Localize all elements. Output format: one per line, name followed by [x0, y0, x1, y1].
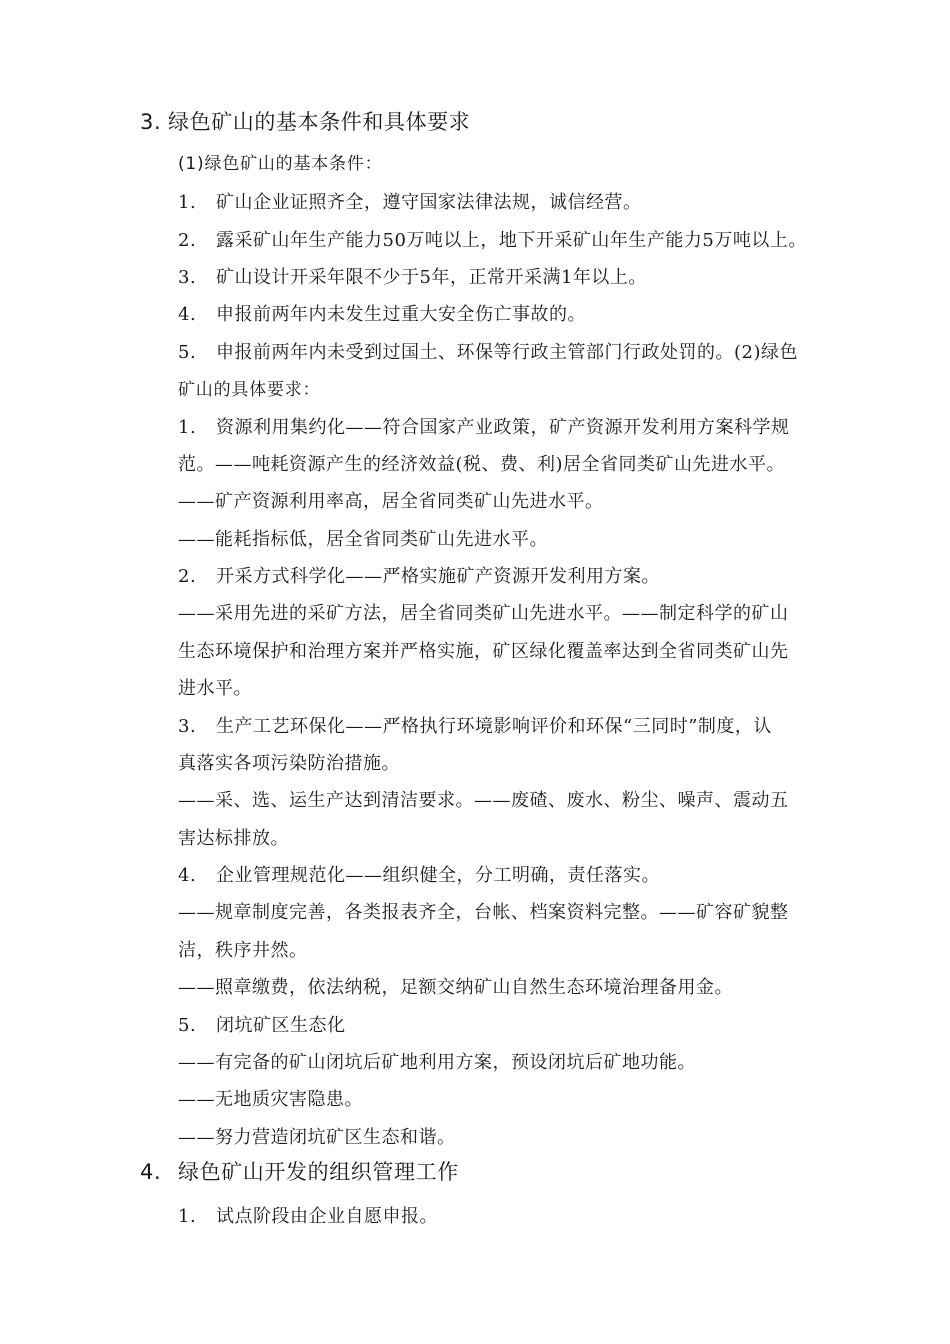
item-number: 4. — [178, 865, 197, 886]
requirement-4-line: ——规章制度完善，各类报表齐全，台帐、档案资料完整。——矿容矿貌整 — [178, 902, 789, 923]
item-number: 2. — [178, 566, 197, 587]
requirement-5-line: ——努力营造闭坑矿区生态和谐。 — [178, 1127, 456, 1148]
item-number: 1. — [178, 1206, 197, 1227]
requirement-4-line: 洁，秩序井然。 — [178, 940, 308, 961]
requirement-1-line: 范。——吨耗资源产生的经济效益(税、费、利)居全省同类矿山先进水平。 — [178, 454, 786, 475]
requirement-text: 企业管理规范化——组织健全，分工明确，责任落实。 — [216, 865, 660, 886]
item-number: 2. — [178, 230, 197, 251]
item-number: 3. — [178, 716, 197, 737]
item-number: 5. — [178, 342, 197, 363]
requirement-5-line: ——无地质灾害隐患。 — [178, 1089, 363, 1110]
list-item — [178, 1206, 438, 1228]
requirement-2-line — [178, 566, 660, 588]
item-text: 矿山设计开采年限不少于5年，正常开采满1年以上。 — [216, 267, 647, 288]
section-title: 绿色矿山开发的组织管理工作 — [178, 1160, 459, 1184]
section-heading-4 — [140, 1159, 459, 1185]
basic-conditions-heading: (1)绿色矿山的基本条件： — [178, 154, 383, 174]
item-number: 1. — [178, 192, 197, 213]
list-item — [178, 304, 586, 326]
section-number: 3. — [140, 110, 162, 134]
requirement-text: 资源利用集约化——符合国家产业政策，矿产资源开发利用方案科学规 — [216, 417, 790, 438]
requirement-5-line: ——有完备的矿山闭坑后矿地利用方案，预设闭坑后矿地功能。 — [178, 1052, 696, 1073]
requirement-4-line — [178, 865, 660, 887]
section-number: 4. — [140, 1160, 162, 1184]
item-number: 3. — [178, 267, 197, 288]
requirement-3-line: 真落实各项污染防治措施。 — [178, 753, 400, 774]
section-heading-3 — [140, 109, 470, 135]
requirement-text: 闭坑矿区生态化 — [216, 1015, 346, 1036]
requirement-text: 开采方式科学化——严格实施矿产资源开发利用方案。 — [216, 566, 660, 587]
specific-requirements-heading: 矿山的具体要求： — [178, 380, 321, 400]
item-number: 5. — [178, 1015, 197, 1036]
requirement-1-line — [178, 417, 790, 439]
item-text: 矿山企业证照齐全，遵守国家法律法规，诚信经营。 — [216, 192, 642, 213]
requirement-3-line: ——采、选、运生产达到清洁要求。——废碴、废水、粉尘、噪声、震动五 — [178, 790, 789, 811]
list-item — [178, 342, 798, 364]
list-item — [178, 267, 647, 289]
requirement-1-line: ——矿产资源利用率高，居全省同类矿山先进水平。 — [178, 491, 604, 512]
item-number: 4. — [178, 304, 197, 325]
item-text: 申报前两年内未受到过国土、环保等行政主管部门行政处罚的。(2)绿色 — [216, 342, 798, 363]
requirement-5-line — [178, 1015, 346, 1037]
requirement-3-line — [178, 716, 772, 738]
list-item — [178, 192, 642, 214]
item-text: 露采矿山年生产能力50万吨以上，地下开采矿山年生产能力5万吨以上。 — [216, 230, 807, 251]
requirement-3-line: 害达标排放。 — [178, 828, 289, 849]
requirement-2-line: 进水平。 — [178, 678, 252, 699]
requirement-2-line: ——采用先进的采矿方法，居全省同类矿山先进水平。——制定科学的矿山 — [178, 603, 789, 624]
item-text: 申报前两年内未发生过重大安全伤亡事故的。 — [216, 304, 586, 325]
requirement-text: 生产工艺环保化——严格执行环境影响评价和环保“三同时”制度，认 — [216, 716, 772, 737]
item-number: 1. — [178, 417, 197, 438]
requirement-1-line: ——能耗指标低，居全省同类矿山先进水平。 — [178, 529, 548, 550]
section-title: 绿色矿山的基本条件和具体要求 — [168, 110, 471, 134]
item-text: 试点阶段由企业自愿申报。 — [216, 1206, 438, 1227]
requirement-2-line: 生态环境保护和治理方案并严格实施，矿区绿化覆盖率达到全省同类矿山先 — [178, 641, 789, 662]
list-item — [178, 230, 807, 252]
requirement-4-line: ——照章缴费，依法纳税，足额交纳矿山自然生态环境治理备用金。 — [178, 977, 733, 998]
